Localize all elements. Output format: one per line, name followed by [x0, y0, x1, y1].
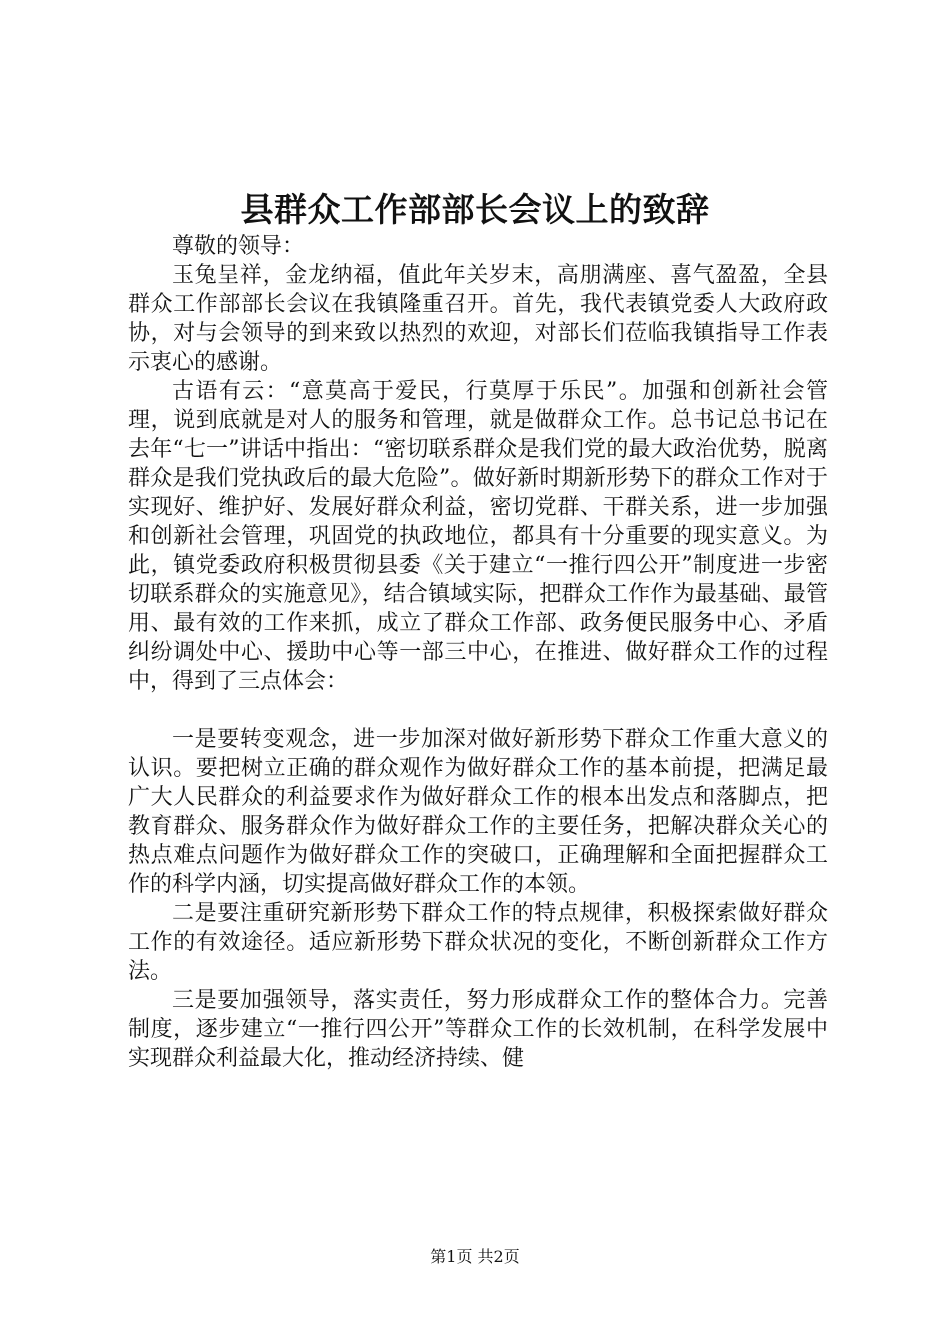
- paragraph-point-two: 二是要注重研究新形势下群众工作的特点规律，积极探索做好群众工作的有效途径。适应新形势下群众状况的变化，不断创新群众工作方法。: [128, 901, 828, 984]
- paragraph-point-three: 三是要加强领导，落实责任，努力形成群众工作的整体合力。完善制度，逐步建立“一推行四公开”等群众工作的长效机制，在科学发展中实现群众利益最大化，推动经济持续、健: [128, 988, 828, 1071]
- page-footer: 第1页 共2页: [430, 1247, 520, 1266]
- document-title: 县群众工作部部长会议上的致辞: [240, 190, 710, 229]
- paragraph-background: 古语有云：“意莫高于爱民，行莫厚于乐民”。加强和创新社会管理，说到底就是对人的服务和管理，就是做群众工作。总书记总书记在去年“七一”讲话中指出：“密切联系群众是我们党的最大政治优势，脱离群众是我们党执政后的最大危险”。做好新时期新形势下的群众工作对于实现好、维护好、发展好群众利益，密切党群、干群关系，进一步加强和创新社会管理，巩固党的执政地位，都具有十分重要的现实意义。为此，镇党委政府积极贯彻县委《关于建立“一推行四公开”制度进一步密切联系群众的实施意见》，结合镇域实际，把群众工作作为最基础、最管用、最有效的工作来抓，成立了群众工作部、政务便民服务中心、矛盾纠纷调处中心、援助中心等一部三中心，在推进、做好群众工作的过程中，得到了三点体会：: [128, 379, 828, 694]
- paragraph-point-one: 一是要转变观念，进一步加深对做好新形势下群众工作重大意义的认识。要把树立正确的群众观作为做好群众工作的基本前提，把满足最广大人民群众的利益要求作为做好群众工作的根本出发点和落脚点，把教育群众、服务群众作为做好群众工作的主要任务，把解决群众关心的热点难点问题作为做好群众工作的突破口，正确理解和全面把握群众工作的科学内涵，切实提高做好群众工作的本领。: [128, 727, 828, 897]
- paragraph-opening: 玉兔呈祥，金龙纳福，值此年关岁末，高朋满座、喜气盈盈，全县群众工作部部长会议在我镇隆重召开。首先，我代表镇党委人大政府政协，对与会领导的到来致以热烈的欢迎，对部长们莅临我镇指导工作表示衷心的感谢。: [128, 263, 828, 375]
- salutation: 尊敬的领导：: [172, 234, 305, 259]
- document-body: [128, 232, 828, 1073]
